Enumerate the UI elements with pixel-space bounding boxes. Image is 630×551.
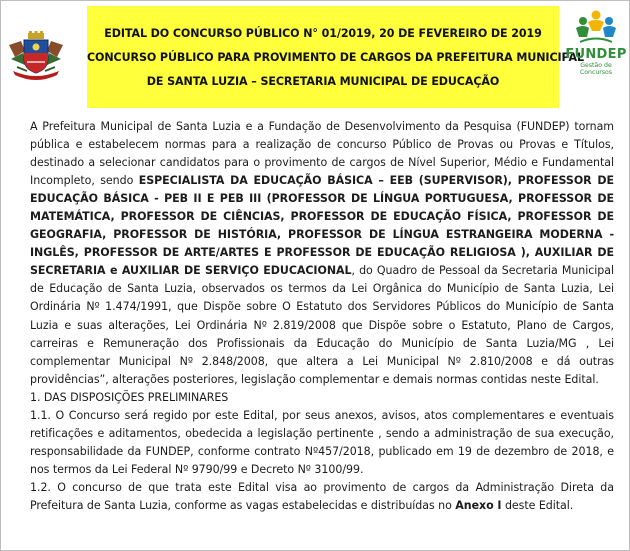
fundep-logo-subtitle: Gestão de Concursos <box>579 62 613 76</box>
edital-title-banner <box>87 6 584 108</box>
intro-positions-list: ESPECIALISTA DA EDUCAÇÃO BÁSICA – EEB (SUPERVISOR), PROFESSOR DE EDUCAÇÃO BÁSICA - PEB II E PEB III (PROFESSOR DE LÍNGUA PORTUGUESA, PROFESSOR DE MATEMÁTICA, PROFESSOR DE CIÊNCIAS, PROFESSOR DE EDUCAÇÃO FÍSICA, PROFESSOR DE GEOGRAFIA, PROFESSOR DE HISTÓRIA, PROFESSOR DE LÍNGUA ESTRANGEIRA MODERNA - INGLÊS, PROFESSOR DE ARTE/ARTES E PROFESSOR DE EDUCAÇÃO RELIGIOSA ), AUXILIAR DE SECRETARIA e AUXILIAR DE SERVIÇO EDUCACIONAL <box>30 174 615 278</box>
fundep-logo <box>564 9 628 85</box>
edital-title-line-2: CONCURSO PÚBLICO PARA PROVIMENTO DE CARGOS DA PREFEITURA MUNICIPAL <box>87 51 584 64</box>
edital-body <box>30 118 614 515</box>
coat-of-arms-emblem <box>7 31 65 81</box>
coat-of-arms-icon <box>7 31 65 81</box>
item-1-2 <box>30 479 614 515</box>
item-1-2-text-start: 1.2. O concurso de que trata este Edital visa ao provimento de cargos da Administração Direta da Prefeitura de Santa Luzia, conforme as vagas estabelecidas e distribuídas no <box>30 480 614 512</box>
fundep-people-icon <box>574 9 618 47</box>
edital-title-line-1: EDITAL DO CONCURSO PÚBLICO N° 01/2019, 20 DE FEVEREIRO DE 2019 <box>104 27 542 40</box>
item-1-2-text-end: deste Edital. <box>501 498 574 512</box>
intro-text-start: A Prefeitura Municipal de Santa Luzia e a Fundação de Desenvolvimento da Pesquisa (FUNDEP) tornam pública e estabelecem normas para a realização de concurso Público de Provas ou Provas e Títulos, destinado a selecionar candidatos para o provimento de cargos de Nível Superior, Médio e Fundamental Incompleto, sendo <box>30 120 614 188</box>
fundep-logo-name: FUNDEP <box>565 47 627 62</box>
edital-title-line-3: DE SANTA LUZIA – SECRETARIA MUNICIPAL DE EDUCAÇÃO <box>146 75 500 88</box>
intro-paragraph <box>30 118 614 389</box>
item-1-1: 1.1. O Concurso será regido por este Edital, por seus anexos, avisos, atos complementares e eventuais retificações e aditamentos, obedecida a legislação pertinente , sendo a administração de sua execução, responsabilidade da FUNDEP, conforme contrato Nº457/2018, publicado em 19 de dezembro de 2018, e nos termos da Lei Federal Nº 9790/99 e Decreto Nº 3100/99. <box>30 408 614 476</box>
section-1-heading: 1. DAS DISPOSIÇÕES PRELIMINARES <box>30 390 229 404</box>
item-1-2-annex-ref: Anexo I <box>455 498 502 512</box>
document-header <box>1 1 630 113</box>
intro-text-end: , do Quadro de Pessoal da Secretaria Municipal de Educação de Santa Luzia, observados os termos da Lei Orgânica do Município de Santa Luzia, Lei Ordinária Nº 1.474/1991, que Dispõe sobre O Estatuto dos Servidores Públicos do Município de Santa Luzia e suas alterações, Lei Ordinária Nº 2.819/2008 que Dispõe sobre o Estatuto, Plano de Cargos, carreiras e Remuneração dos Profissionais da Educação do Município de Santa Luzia/MG , Lei complementar Municipal Nº 2.848/2008, que altera a Lei Municipal Nº 2.810/2008 e dá outras providências”, alterações posteriores, legislação complementar e demais normas contidas neste Edital. <box>30 264 614 386</box>
